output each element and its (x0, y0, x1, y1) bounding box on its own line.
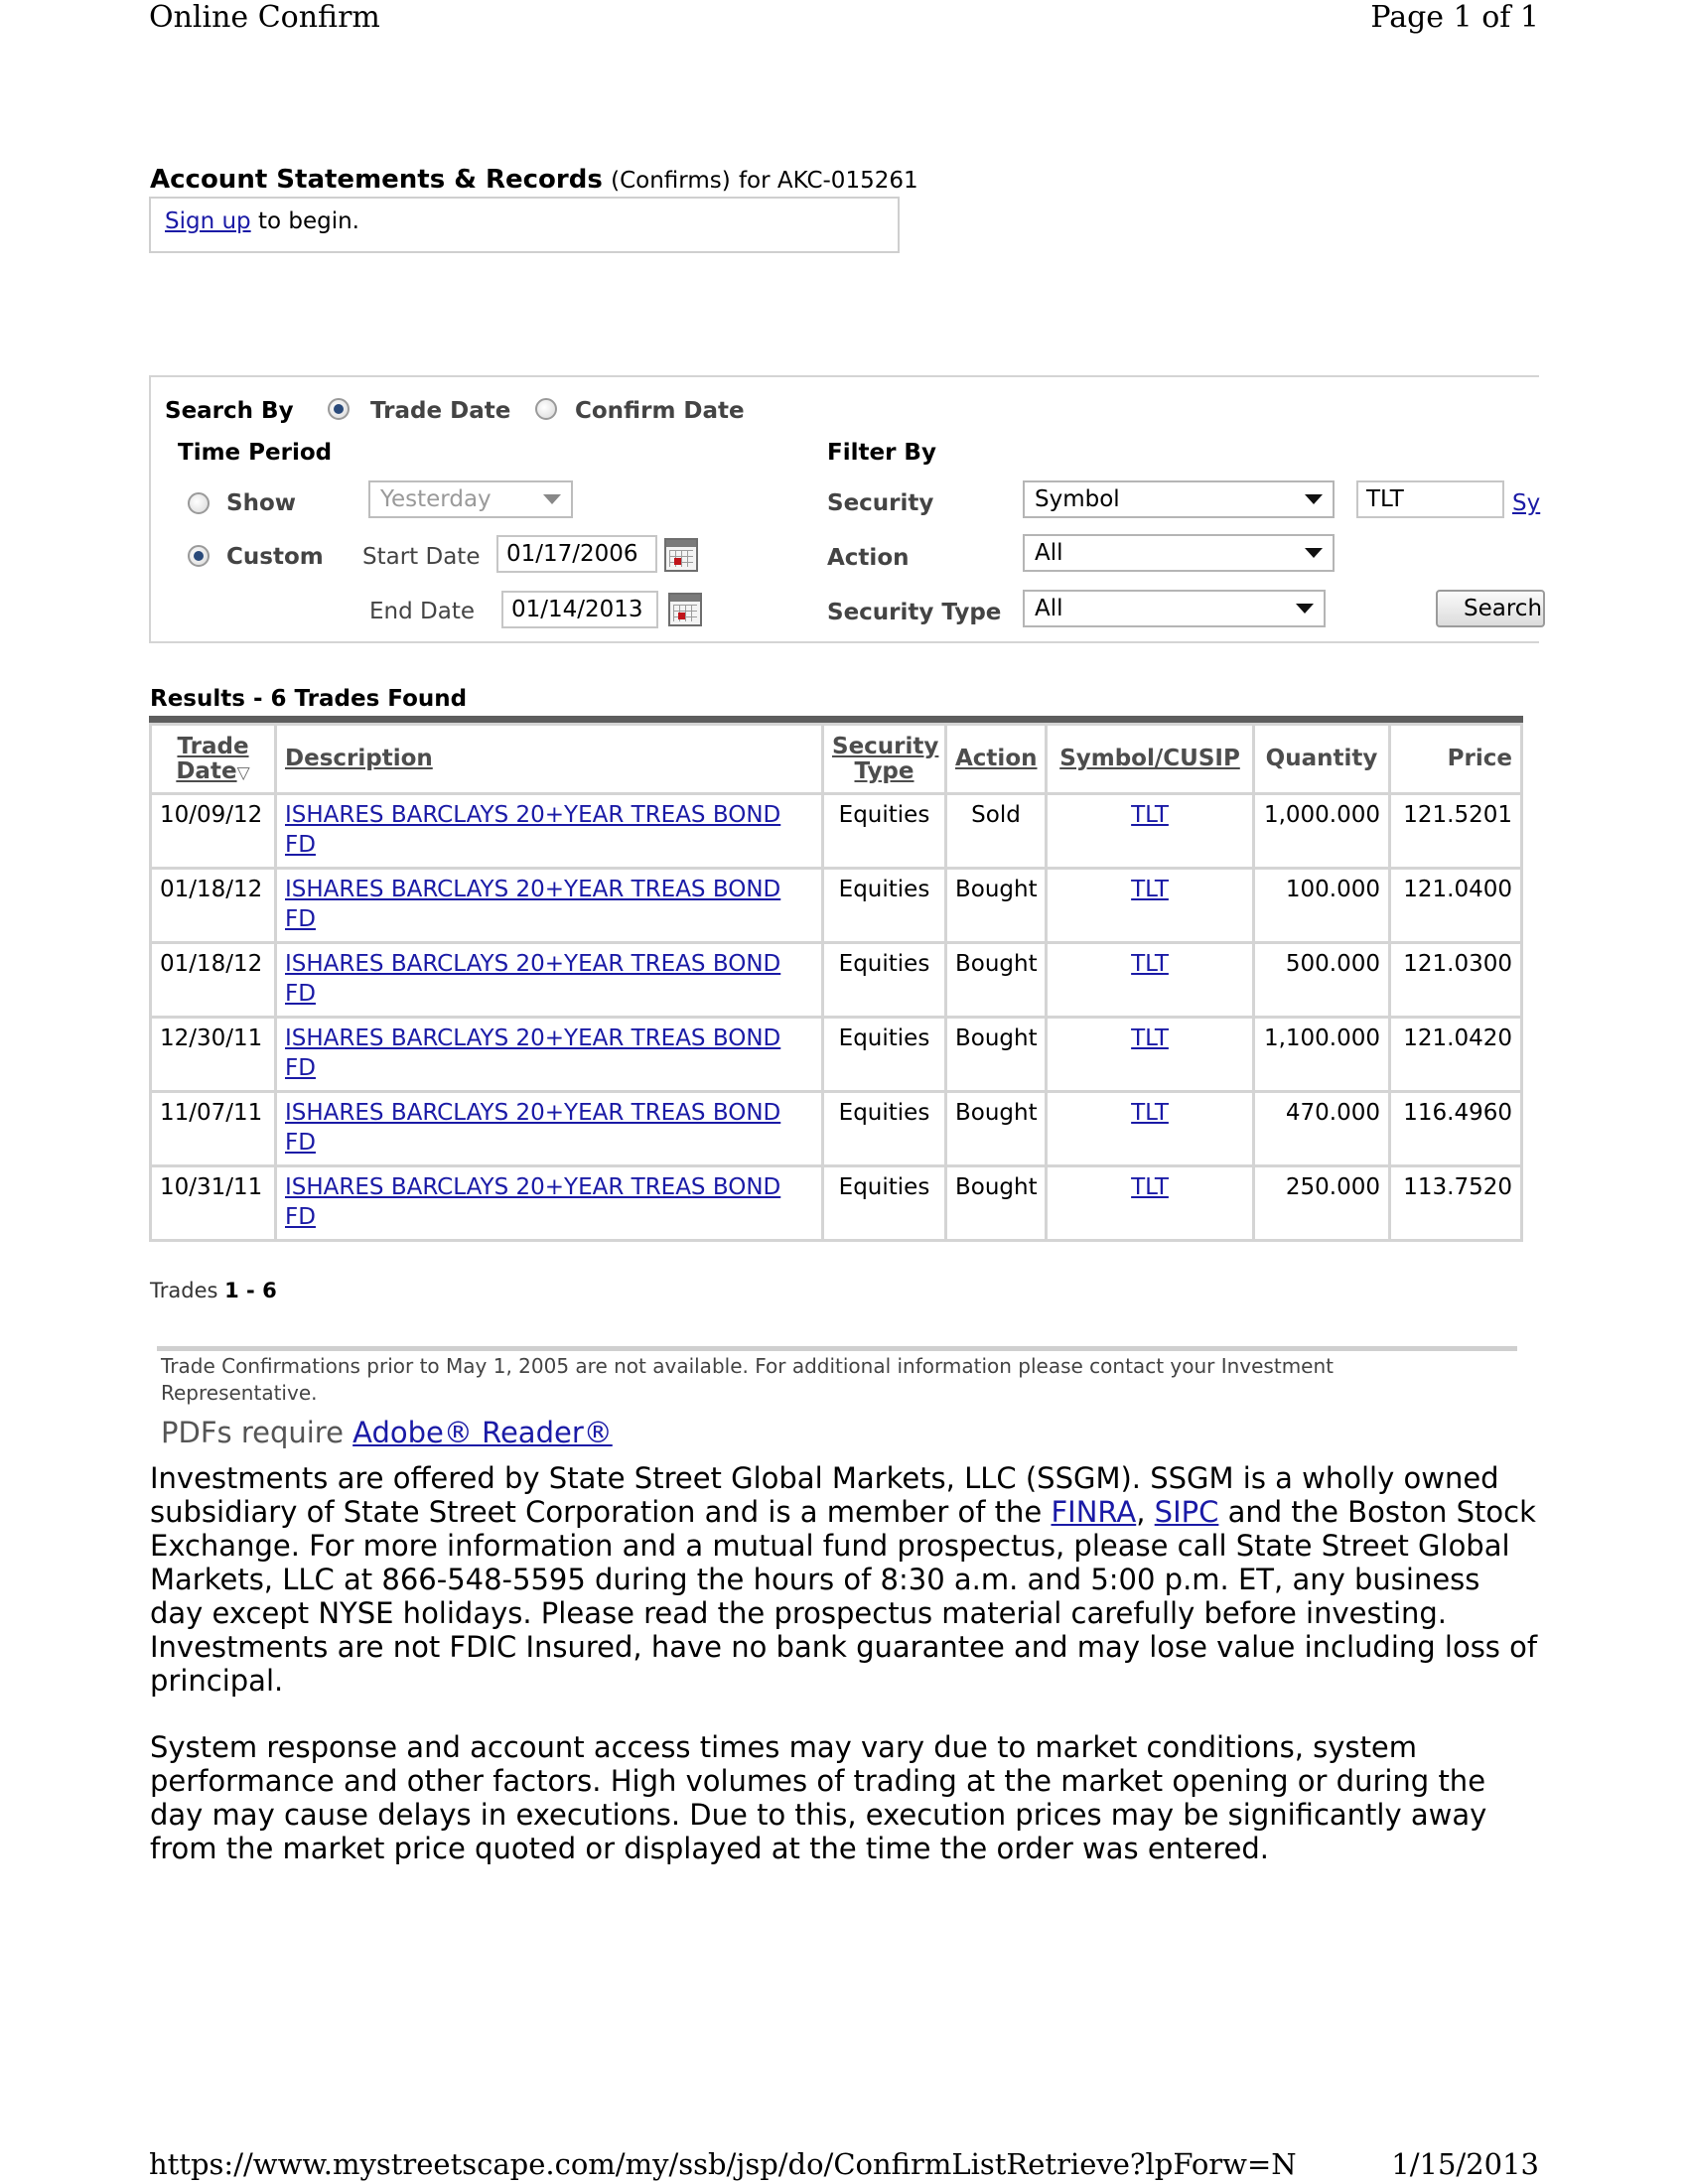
description-link[interactable]: ISHARES BARCLAYS 20+YEAR TREAS BOND (285, 877, 781, 902)
print-footer-url: https://www.mystreetscape.com/my/ssb/jsp/do/ConfirmListRetrieve?lpForw=N (149, 2147, 1297, 2181)
col-description[interactable] (276, 725, 823, 794)
availability-note: Trade Confirmations prior to May 1, 2005 are not available. For additional information please contact your Investment Representative. (161, 1354, 1334, 1405)
symbol-link[interactable]: TLT (1131, 802, 1169, 828)
description-cell (276, 943, 823, 1018)
symbol-link[interactable]: TLT (1131, 1174, 1169, 1200)
sipc-link[interactable]: SIPC (1154, 1494, 1219, 1529)
trades-range-prefix: Trades (150, 1279, 218, 1302)
security-type-select-value: All (1035, 596, 1063, 621)
action-cell: Bought (946, 1092, 1047, 1166)
search-by-label: Search By (165, 398, 294, 424)
security-type-cell: Equities (823, 943, 946, 1018)
table-row (151, 1092, 1522, 1166)
action-cell: Bought (946, 1166, 1047, 1241)
quantity-cell: 250.000 (1254, 1166, 1390, 1241)
quantity-cell: 470.000 (1254, 1092, 1390, 1166)
col-action-label[interactable]: Action (955, 746, 1038, 772)
description-cell (276, 1092, 823, 1166)
chevron-down-icon (1296, 604, 1314, 614)
price-cell: 116.4960 (1390, 1092, 1522, 1166)
description-link[interactable]: ISHARES BARCLAYS 20+YEAR TREAS BOND (285, 1025, 781, 1051)
symbol-link[interactable]: TLT (1131, 951, 1169, 977)
time-period-label: Time Period (178, 440, 333, 466)
symbol-lookup-link[interactable]: Sy (1512, 490, 1541, 516)
divider (157, 1346, 1517, 1351)
confirm-date-option-label[interactable]: Confirm Date (575, 398, 745, 424)
signup-text: to begin. (257, 208, 359, 234)
description-link[interactable]: ISHARES BARCLAYS 20+YEAR TREAS BOND (285, 951, 781, 977)
disclaimer-paragraph-2: System response and account access times may vary due to market conditions, system performance and other factors. High volumes of trading at the market opening or during the day may cause delays in executions. Due to this, execution prices may be significantly away from the market price quoted or displayed at the time the order was entered. (150, 1730, 1487, 1866)
security-type-cell: Equities (823, 1092, 946, 1166)
col-security-type-line1[interactable]: Security (832, 733, 939, 759)
action-cell: Sold (946, 794, 1047, 869)
trade-date-cell: 11/07/11 (151, 1092, 276, 1166)
disclaimer-text-b: and the Boston Stock Exchange. For more information and a mutual fund prospectus, please call State Street Global Markets, LLC at 866-548-5595 during the hours of 8:30 a.m. and 5:00 p.m. ET, any business day except NYSE holidays. Please read the prospectus material carefully before investing. Investments are not FDIC Insured, have no bank guarantee and may lose value including loss of principal. (150, 1494, 1538, 1698)
symbol-cell (1047, 869, 1254, 943)
trade-date-radio[interactable] (328, 398, 350, 420)
custom-radio[interactable] (188, 545, 210, 567)
symbol-cell (1047, 943, 1254, 1018)
period-select-value: Yesterday (380, 486, 492, 512)
table-row (151, 794, 1522, 869)
confirm-date-radio[interactable] (535, 398, 557, 420)
table-header-row (151, 725, 1522, 794)
description-link-cont[interactable]: FD (285, 981, 316, 1008)
col-quantity (1254, 725, 1390, 794)
description-cell (276, 1166, 823, 1241)
trade-date-cell: 01/18/12 (151, 869, 276, 943)
results-table (149, 716, 1523, 1242)
security-type-label: Security Type (827, 600, 1002, 625)
signup-box (149, 197, 900, 253)
pdf-prefix: PDFs require (161, 1416, 344, 1449)
results-title: Results - 6 Trades Found (150, 686, 468, 712)
security-type-select[interactable] (1023, 590, 1326, 627)
trade-date-cell: 10/09/12 (151, 794, 276, 869)
col-symbol-label[interactable]: Symbol/CUSIP (1059, 746, 1240, 772)
price-cell: 121.0420 (1390, 1018, 1522, 1092)
description-link-cont[interactable]: FD (285, 832, 316, 859)
col-security-type[interactable] (823, 725, 946, 794)
quantity-cell: 100.000 (1254, 869, 1390, 943)
description-link-cont[interactable]: FD (285, 1204, 316, 1231)
description-link[interactable]: ISHARES BARCLAYS 20+YEAR TREAS BOND (285, 1100, 781, 1126)
disclaimer-comma: , (1136, 1494, 1146, 1529)
symbol-cell (1047, 1018, 1254, 1092)
table-row (151, 869, 1522, 943)
chevron-down-icon (543, 494, 561, 504)
action-select-value: All (1035, 540, 1063, 566)
end-date-input[interactable]: 01/14/2013 (501, 591, 658, 628)
security-type-cell: Equities (823, 869, 946, 943)
account-number: for AKC-015261 (738, 168, 918, 194)
action-cell: Bought (946, 943, 1047, 1018)
col-quantity-label: Quantity (1265, 746, 1378, 772)
start-date-input[interactable]: 01/17/2006 (496, 535, 657, 573)
page-title-main: Account Statements & Records (150, 165, 603, 195)
show-radio[interactable] (188, 492, 210, 514)
description-cell (276, 1018, 823, 1092)
trades-range (150, 1279, 277, 1302)
symbol-link[interactable]: TLT (1131, 1100, 1169, 1126)
calendar-icon[interactable] (664, 538, 698, 572)
filter-by-label: Filter By (827, 440, 936, 466)
description-cell (276, 869, 823, 943)
security-type-cell: Equities (823, 794, 946, 869)
custom-option-label[interactable]: Custom (226, 544, 324, 570)
symbol-link[interactable]: TLT (1131, 1025, 1169, 1051)
security-type-cell: Equities (823, 1018, 946, 1092)
quantity-cell: 500.000 (1254, 943, 1390, 1018)
table-row (151, 1166, 1522, 1241)
page-title (150, 165, 918, 195)
col-trade-date-line1[interactable]: Trade (177, 733, 249, 759)
security-type-cell: Equities (823, 1166, 946, 1241)
disclaimer-text-a: Investments are offered by State Street Global Markets, LLC (SSGM). SSGM is a wholly owned subsidiary of State Street Corporation and is a member of the (150, 1461, 1499, 1529)
symbol-cell (1047, 1092, 1254, 1166)
trade-date-cell: 12/30/11 (151, 1018, 276, 1092)
calendar-icon[interactable] (668, 593, 702, 626)
col-action[interactable] (946, 725, 1047, 794)
col-price (1390, 725, 1522, 794)
table-row (151, 1018, 1522, 1092)
col-trade-date-line2[interactable]: Date (176, 758, 237, 784)
trade-date-cell: 10/31/11 (151, 1166, 276, 1241)
price-cell: 121.5201 (1390, 794, 1522, 869)
sort-descending-icon[interactable]: ▽ (236, 763, 250, 783)
end-date-label: End Date (369, 599, 475, 624)
trades-range-value: 1 - 6 (224, 1279, 277, 1302)
description-link-cont[interactable]: FD (285, 906, 316, 933)
symbol-cell (1047, 1166, 1254, 1241)
show-option-label[interactable]: Show (226, 490, 296, 516)
print-header-title: Online Confirm (149, 0, 380, 35)
security-select[interactable] (1023, 480, 1335, 518)
table-row (151, 943, 1522, 1018)
action-cell: Bought (946, 869, 1047, 943)
description-link-cont[interactable]: FD (285, 1055, 316, 1082)
print-page-number: Page 1 of 1 (1370, 0, 1539, 35)
description-link[interactable]: ISHARES BARCLAYS 20+YEAR TREAS BOND (285, 802, 781, 828)
quantity-cell: 1,100.000 (1254, 1018, 1390, 1092)
pdf-requirement (161, 1416, 613, 1449)
price-cell: 113.7520 (1390, 1166, 1522, 1241)
trade-date-cell: 01/18/12 (151, 943, 276, 1018)
page-title-sub: (Confirms) (611, 168, 731, 194)
col-security-type-line2[interactable]: Type (854, 758, 914, 784)
price-cell: 121.0400 (1390, 869, 1522, 943)
description-link[interactable]: ISHARES BARCLAYS 20+YEAR TREAS BOND (285, 1174, 781, 1200)
col-symbol[interactable] (1047, 725, 1254, 794)
disclaimer-paragraph-1 (150, 1462, 1540, 1698)
action-label: Action (827, 545, 910, 571)
chevron-down-icon (1305, 548, 1323, 558)
results-table-topbar (149, 716, 1523, 723)
col-price-label: Price (1447, 746, 1512, 772)
finra-link[interactable]: FINRA (1051, 1494, 1137, 1529)
quantity-cell: 1,000.000 (1254, 794, 1390, 869)
signup-link[interactable]: Sign up (165, 208, 251, 234)
col-trade-date[interactable] (151, 725, 276, 794)
description-link-cont[interactable]: FD (285, 1130, 316, 1157)
start-date-label: Start Date (362, 544, 481, 570)
price-cell: 121.0300 (1390, 943, 1522, 1018)
security-label: Security (827, 490, 934, 516)
symbol-link[interactable]: TLT (1131, 877, 1169, 902)
print-footer-date: 1/15/2013 (1391, 2147, 1539, 2181)
symbol-cell (1047, 794, 1254, 869)
disclaimer (150, 1462, 1540, 1900)
col-description-label[interactable]: Description (285, 746, 433, 772)
adobe-reader-link[interactable]: Adobe® Reader® (352, 1416, 613, 1449)
period-select[interactable] (368, 480, 573, 518)
action-cell: Bought (946, 1018, 1047, 1092)
action-select[interactable] (1023, 534, 1335, 572)
search-button[interactable]: Search (1436, 590, 1545, 627)
trade-date-option-label[interactable]: Trade Date (370, 398, 511, 424)
description-cell (276, 794, 823, 869)
symbol-input[interactable]: TLT (1356, 480, 1504, 518)
security-select-value: Symbol (1035, 486, 1120, 512)
chevron-down-icon (1305, 494, 1323, 504)
